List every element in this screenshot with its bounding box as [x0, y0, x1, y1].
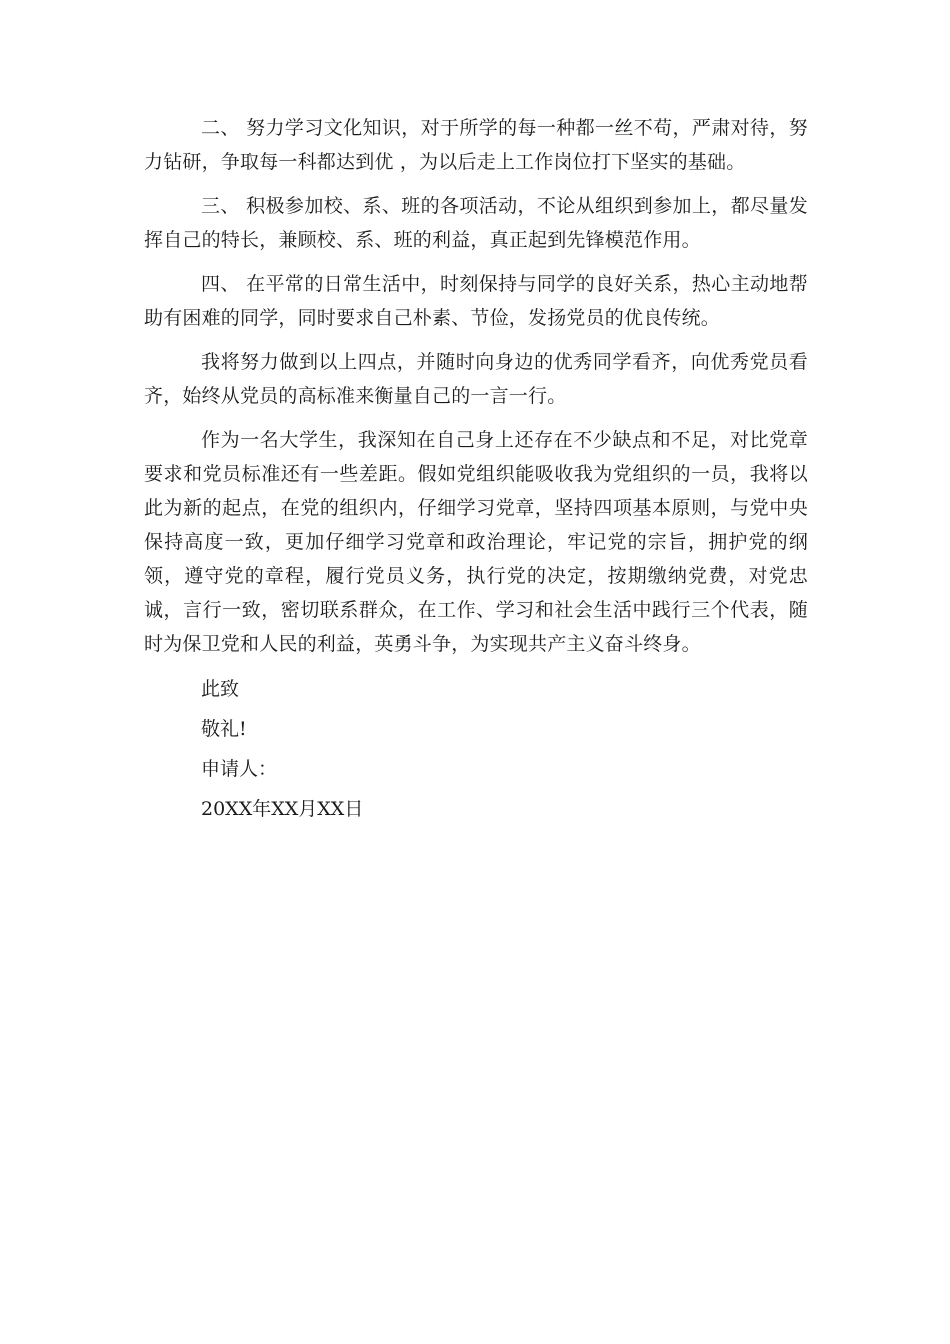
paragraph-commitment: 我将努力做到以上四点，并随时向身边的优秀同学看齐，向优秀党员看齐，始终从党员的高标准来衡量自己的一言一行。 [144, 351, 808, 407]
applicant-label: 申请人： [201, 758, 278, 780]
paragraph-self-assessment: 作为一名大学生，我深知在自己身上还存在不少缺点和不足，对比党章要求和党员标准还有一些差距。假如党组织能吸收我为党组织的一员，我将以此为新的起点，在党的组织内，仔细学习党章，坚持四项基本原则，与党中央保持高度一致，更加仔细学习党章和政治理论，牢记党的宗旨，拥护党的纲领，遵守党的章程，履行党员义务，执行党的决定，按期缴纳党费，对党忠诚，言行一致，密切联系群众，在工作、学习和社会生活中践行三个代表，随时为保卫党和人民的利益，英勇斗争，为实现共产主义奋斗终身。 [144, 429, 808, 655]
paragraph-point-four: 四、 在平常的日常生活中，时刻保持与同学的良好关系，热心主动地帮助有困难的同学，同时要求自己朴素、节俭，发扬党员的优良传统。 [144, 273, 808, 329]
letter-body [144, 111, 808, 831]
paragraph-point-three: 三、 积极参加校、系、班的各项活动，不论从组织到参加上，都尽量发挥自己的特长，兼顾校、系、班的利益，真正起到先锋模范作用。 [144, 195, 808, 251]
closing-respect: 敬礼! [201, 718, 247, 740]
paragraph-point-two: 二、 努力学习文化知识，对于所学的每一种都一丝不苟，严肃对待，努力钻研，争取每一科都达到优 ，为以后走上工作岗位打下坚实的基础。 [144, 117, 808, 173]
closing-salutation: 此致 [201, 678, 240, 700]
letter-date: 20XX年XX月XX日 [201, 798, 364, 820]
